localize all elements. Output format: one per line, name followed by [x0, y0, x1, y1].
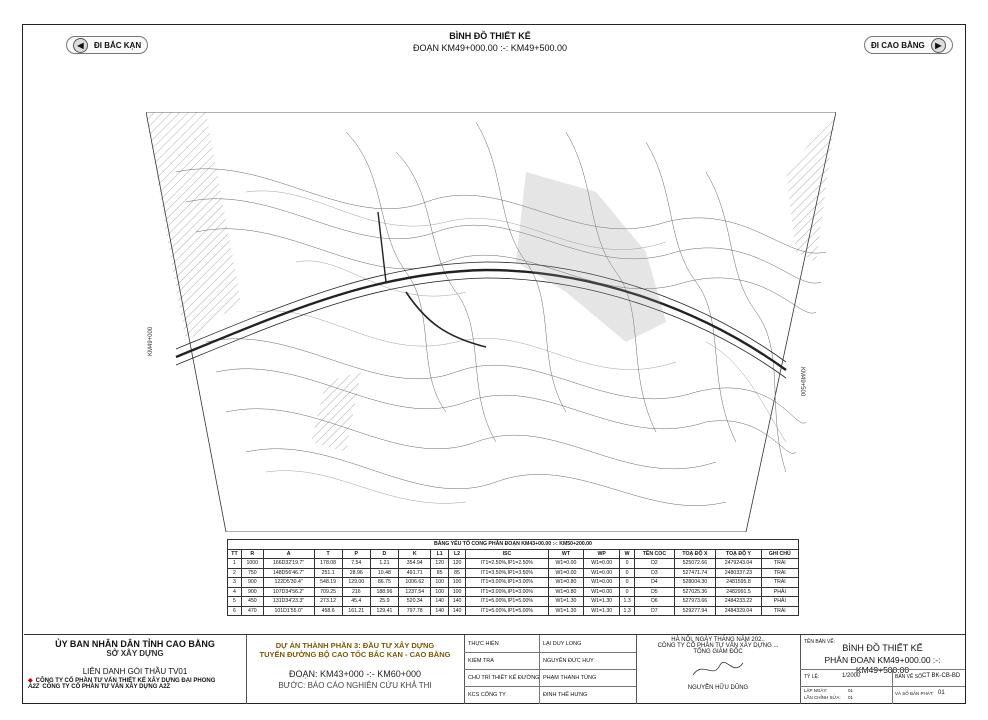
table-cell: PHẢI — [761, 587, 798, 597]
table-cell: W1=0.80 — [548, 578, 584, 588]
table-cell: 251.1 — [314, 568, 342, 578]
drawing-title1: BÌNH ĐỒ THIẾT KẾ — [842, 643, 923, 653]
table-cell: 2479243.04 — [716, 559, 761, 569]
table-cell: TRÁI — [761, 568, 798, 578]
col-header: L2 — [448, 549, 465, 559]
table-cell: TRÁI — [761, 578, 798, 588]
table-cell: 1.3 — [620, 606, 635, 616]
table-cell: D4 — [635, 578, 674, 588]
col-header: TOẠ ĐỘ X — [674, 549, 716, 559]
table-cell: 45.4 — [342, 597, 370, 607]
curve-table-title: BẢNG YẾU TỐ CONG PHÂN ĐOẠN KM43+00.00 :-: KM50+200.00 — [228, 540, 799, 550]
table-cell: 166D32'19.7" — [263, 559, 314, 569]
col-header: ISC — [466, 549, 548, 559]
col-header: TÊN COC — [635, 549, 674, 559]
version-value: 01 — [938, 690, 945, 696]
date-line: HÀ NỘI, NGÀY THÁNG NĂM 202.. — [671, 637, 765, 643]
project-line2: TUYẾN ĐƯỜNG BỘ CAO TỐC BẮC KẠN - CAO BẰNG — [259, 650, 451, 659]
table-cell: 131D34'23.3" — [263, 597, 314, 607]
table-cell: D2 — [635, 559, 674, 569]
drawing-title — [360, 30, 620, 54]
table-cell: 900 — [241, 587, 263, 597]
table-cell: 140 — [431, 597, 448, 607]
role-4: KCS CÔNG TY — [468, 692, 506, 698]
table-cell: IT1=3.50%,IP1=3.50% — [466, 568, 548, 578]
version-label: VÀ SỐ BẢN PHÁT: — [895, 691, 934, 696]
sheet-no-label: BẢN VẼ SỐ: — [895, 674, 924, 680]
col-header: K — [399, 549, 431, 559]
arrow-right-icon: ▶ — [931, 38, 946, 53]
table-cell: 161.21 — [342, 606, 370, 616]
role-1: THỰC HIỆN — [468, 641, 499, 647]
table-cell: 129.41 — [370, 606, 398, 616]
topographic-map[interactable] — [146, 112, 836, 532]
scale-value: 1/2000 — [842, 673, 861, 679]
table-cell: 1.21 — [370, 559, 398, 569]
table-cell: D5 — [635, 587, 674, 597]
table-cell: 148D56'46.7" — [263, 568, 314, 578]
signature — [688, 655, 748, 683]
table-cell: 140 — [448, 606, 465, 616]
station-label-left: KM49+000 — [148, 326, 154, 356]
drawing-title2: PHÂN ĐOẠN KM49+000.00 :-: KM49+500.00 — [824, 655, 941, 675]
col-header: T — [314, 549, 342, 559]
go-cao-bang-label: ĐI CAO BẰNG — [871, 40, 925, 50]
go-cao-bang-button[interactable] — [864, 36, 953, 54]
table-cell: 100 — [431, 587, 448, 597]
col-header: P — [342, 549, 370, 559]
col-header: WT — [548, 549, 584, 559]
table-cell: 140 — [448, 597, 465, 607]
table-cell: W1=0.00 — [548, 568, 584, 578]
table-cell: 0 — [620, 587, 635, 597]
table-cell: 25.9 — [370, 597, 398, 607]
table-cell: 900 — [241, 578, 263, 588]
step: BƯỚC: BÁO CÁO NGHIÊN CỨU KHẢ THI — [278, 681, 432, 690]
table-cell: 85 — [431, 568, 448, 578]
table-cell: 216 — [342, 587, 370, 597]
table-cell: W1=1.30 — [584, 597, 620, 607]
table-cell: 101D1'55.0" — [263, 606, 314, 616]
table-cell: 140 — [431, 606, 448, 616]
director-name: NGUYỄN HỮU DŨNG — [687, 685, 749, 691]
table-cell: 2481595.8 — [716, 578, 761, 588]
table-cell: 2480337.23 — [716, 568, 761, 578]
consortium: LIÊN DANH GÓI THẦU TV01 — [82, 667, 188, 676]
table-cell: 2484233.22 — [716, 597, 761, 607]
table-cell: W1=0.80 — [548, 587, 584, 597]
title-block — [24, 634, 965, 704]
table-row — [228, 578, 799, 588]
table-cell: PHẢI — [761, 597, 798, 607]
table-cell: D6 — [635, 597, 674, 607]
table-cell: 527471.74 — [674, 568, 716, 578]
arrow-left-icon: ◀ — [73, 38, 88, 53]
table-cell: 1.3 — [620, 597, 635, 607]
col-header: W — [620, 549, 635, 559]
col-header: D — [370, 549, 398, 559]
role-3: CHỦ TRÌ THIẾT KẾ ĐƯỜNG — [468, 675, 540, 681]
title-line1: BÌNH ĐỒ THIẾT KẾ — [449, 31, 531, 41]
table-cell: 520.34 — [399, 597, 431, 607]
table-cell: 3 — [228, 578, 242, 588]
col-header: WP — [584, 549, 620, 559]
table-cell: IT1=5.00%,IP1=5.00% — [466, 597, 548, 607]
table-cell: 548.19 — [314, 578, 342, 588]
table-cell: W1=0.00 — [584, 568, 620, 578]
table-cell: IT1=2.50%,IP1=2.50% — [466, 559, 548, 569]
company2: CÔNG TY CỔ PHẦN TƯ VẤN XÂY DỰNG A2Z — [42, 684, 171, 690]
table-row — [228, 559, 799, 569]
table-cell: 709.25 — [314, 587, 342, 597]
table-cell: 1 — [228, 559, 242, 569]
director-title: TỔNG GIÁM ĐỐC — [693, 649, 743, 655]
table-cell: 528004.30 — [674, 578, 716, 588]
table-cell: IT1=3.00%,IP1=3.00% — [466, 587, 548, 597]
rev-label: LẦN CHỈNH SỬA: — [804, 695, 841, 700]
person-4: ĐINH THẾ HƯNG — [543, 692, 588, 698]
sheet-no: CT BK-CB-BD — [922, 673, 961, 679]
owner-line2: SỞ XÂY DỰNG — [106, 649, 164, 658]
col-header: L1 — [431, 549, 448, 559]
table-cell: D3 — [635, 568, 674, 578]
table-cell: W1=0.00 — [548, 559, 584, 569]
table-row — [228, 587, 799, 597]
table-row — [228, 568, 799, 578]
table-cell: TRÁI — [761, 559, 798, 569]
map-frame — [146, 112, 836, 532]
col-header: GHI CHÚ — [761, 549, 798, 559]
scale-label: TỶ LỆ: — [804, 674, 820, 680]
table-cell: W1=0.00 — [584, 559, 620, 569]
drawing-label: TÊN BẢN VẼ: — [804, 639, 836, 645]
table-cell: 0 — [620, 578, 635, 588]
table-cell: W1=1.30 — [548, 606, 584, 616]
person-3: PHẠM THANH TÙNG — [543, 675, 597, 681]
segment: ĐOẠN: KM43+000 -:- KM60+000 — [288, 669, 422, 679]
table-cell: 122D5'30.4" — [263, 578, 314, 588]
go-bac-kan-label: ĐI BẮC KẠN — [94, 40, 142, 50]
table-row — [228, 606, 799, 616]
table-cell: 470 — [241, 606, 263, 616]
table-cell: 188.96 — [370, 587, 398, 597]
col-header: A — [263, 549, 314, 559]
table-cell: 129.00 — [342, 578, 370, 588]
table-cell: 5 — [228, 597, 242, 607]
table-cell: 86.75 — [370, 578, 398, 588]
project-line1: DỰ ÁN THÀNH PHẦN 3: ĐẦU TƯ XÂY DỰNG — [275, 641, 435, 650]
table-cell: 2 — [228, 568, 242, 578]
table-cell: 450 — [241, 597, 263, 607]
table-cell: 458.6 — [314, 606, 342, 616]
curve-table-body — [228, 559, 799, 616]
table-cell: 10.48 — [370, 568, 398, 578]
table-row — [228, 597, 799, 607]
col-header: TT — [228, 549, 242, 559]
table-cell: 100 — [431, 578, 448, 588]
table-cell: 1237.54 — [399, 587, 431, 597]
col-header: TOẠ ĐỘ Y — [716, 549, 761, 559]
table-cell: 354.94 — [399, 559, 431, 569]
owner-line1: ỦY BAN NHÂN DÂN TỈNH CAO BẰNG — [55, 639, 215, 649]
title-line2: ĐOẠN KM49+000.00 :-: KM49+500.00 — [412, 43, 568, 53]
table-cell: 120 — [448, 559, 465, 569]
table-cell: 1006.62 — [399, 578, 431, 588]
table-cell: 2484329.04 — [716, 606, 761, 616]
a2z-logo-icon: A2Z — [28, 684, 40, 690]
table-cell: 100 — [448, 587, 465, 597]
table-cell: IT1=3.00%,IP1=3.00% — [466, 578, 548, 588]
table-cell: 750 — [241, 568, 263, 578]
table-cell: W1=1.30 — [584, 606, 620, 616]
table-cell: 100 — [448, 578, 465, 588]
table-cell: 178.08 — [314, 559, 342, 569]
date-value: 01 — [848, 688, 854, 693]
company-logo-icon: ◆ — [28, 678, 33, 684]
person-1: LẠI DUY LONG — [543, 641, 582, 647]
station-label-right: KM49+500 — [799, 367, 805, 397]
curve-elements-table — [227, 539, 799, 616]
table-cell: 7.54 — [342, 559, 370, 569]
table-cell: 797.78 — [399, 606, 431, 616]
rev-value: 01 — [848, 695, 854, 700]
table-cell: 525072.66 — [674, 559, 716, 569]
table-cell: TRÁI — [761, 606, 798, 616]
table-cell: 273.12 — [314, 597, 342, 607]
table-cell: W1=1.30 — [548, 597, 584, 607]
table-cell: W1=0.00 — [584, 587, 620, 597]
table-cell: D7 — [635, 606, 674, 616]
table-cell: 529277.94 — [674, 606, 716, 616]
date-label: LẬP NGÀY: — [804, 688, 828, 693]
table-cell: 4 — [228, 587, 242, 597]
table-cell: 0 — [620, 568, 635, 578]
col-header: R — [241, 549, 263, 559]
role-2: KIỂM TRA — [468, 658, 494, 664]
table-cell: 527973.66 — [674, 597, 716, 607]
table-cell: 120 — [431, 559, 448, 569]
person-2: NGUYỄN ĐỨC HUY — [543, 658, 594, 664]
table-cell: 0 — [620, 559, 635, 569]
go-bac-kan-button[interactable] — [66, 36, 148, 54]
table-cell: W1=0.00 — [584, 578, 620, 588]
company1: CÔNG TY CỔ PHẦN TƯ VẤN THIẾT KẾ XÂY DỰNG ĐẠI PHONG — [35, 677, 216, 684]
table-cell: 1000 — [241, 559, 263, 569]
table-cell: 28.96 — [342, 568, 370, 578]
table-cell: 6 — [228, 606, 242, 616]
table-cell: 107D34'56.2" — [263, 587, 314, 597]
firm-line: CÔNG TY CỔ PHẦN TƯ VẤN XÂY DỰNG ... — [657, 643, 779, 649]
table-cell: IT1=5.00%,IP1=5.00% — [466, 606, 548, 616]
table-cell: 527025.36 — [674, 587, 716, 597]
table-cell: 491.71 — [399, 568, 431, 578]
table-cell: 2482991.5 — [716, 587, 761, 597]
table-cell: 85 — [448, 568, 465, 578]
